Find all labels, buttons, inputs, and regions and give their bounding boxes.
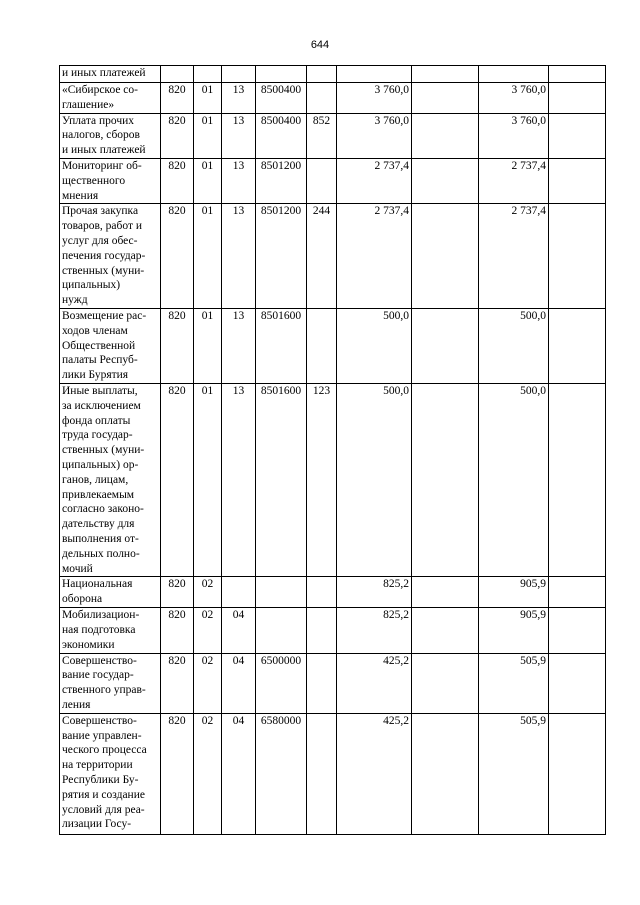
cell-target: 8501600 xyxy=(256,308,307,383)
cell-ministry: 820 xyxy=(161,653,194,713)
cell-section: 01 xyxy=(194,308,222,383)
table-row xyxy=(60,713,606,834)
cell-expense-type xyxy=(307,713,337,834)
cell-amount-4 xyxy=(549,158,606,203)
cell-amount-1: 2 737,4 xyxy=(337,158,412,203)
cell-section: 02 xyxy=(194,653,222,713)
cell-target: 8501200 xyxy=(256,158,307,203)
cell-subsection xyxy=(222,577,256,608)
table-row xyxy=(60,66,606,83)
cell-amount-2 xyxy=(412,308,479,383)
cell-section xyxy=(194,66,222,83)
cell-amount-3: 2 737,4 xyxy=(479,204,549,309)
cell-ministry xyxy=(161,66,194,83)
cell-section: 01 xyxy=(194,204,222,309)
cell-expense-type: 123 xyxy=(307,383,337,576)
cell-amount-3 xyxy=(479,66,549,83)
cell-subsection: 04 xyxy=(222,713,256,834)
cell-subsection: 13 xyxy=(222,204,256,309)
cell-amount-3: 905,9 xyxy=(479,577,549,608)
cell-expense-type xyxy=(307,608,337,653)
table-row xyxy=(60,204,606,309)
cell-name: Иные выплаты, за исключением фонда оплаты труда государ- ственных (муни- ципальных) ор- ганов, лицам, привлекаемым согласно законо- дательству для выполнения от- дельных полно- мочий xyxy=(60,383,161,576)
cell-section: 02 xyxy=(194,608,222,653)
cell-amount-4 xyxy=(549,608,606,653)
cell-amount-2 xyxy=(412,383,479,576)
cell-target: 6500000 xyxy=(256,653,307,713)
budget-table xyxy=(59,65,606,835)
cell-ministry: 820 xyxy=(161,83,194,114)
table-row xyxy=(60,83,606,114)
table-row xyxy=(60,653,606,713)
cell-amount-3: 3 760,0 xyxy=(479,83,549,114)
cell-name: Мобилизацион- ная подготовка экономики xyxy=(60,608,161,653)
cell-ministry: 820 xyxy=(161,308,194,383)
cell-ministry: 820 xyxy=(161,713,194,834)
cell-amount-3: 500,0 xyxy=(479,308,549,383)
cell-amount-3: 2 737,4 xyxy=(479,158,549,203)
page-number: 644 xyxy=(310,39,330,51)
cell-amount-4 xyxy=(549,653,606,713)
cell-amount-1: 3 760,0 xyxy=(337,83,412,114)
cell-ministry: 820 xyxy=(161,383,194,576)
cell-amount-4 xyxy=(549,713,606,834)
cell-amount-2 xyxy=(412,66,479,83)
cell-expense-type xyxy=(307,577,337,608)
cell-amount-1: 3 760,0 xyxy=(337,113,412,158)
cell-amount-4 xyxy=(549,308,606,383)
cell-section: 01 xyxy=(194,113,222,158)
cell-section: 01 xyxy=(194,83,222,114)
cell-expense-type xyxy=(307,66,337,83)
cell-name: Совершенство- вание государ- ственного управ- ления xyxy=(60,653,161,713)
cell-target: 6580000 xyxy=(256,713,307,834)
cell-target: 8501200 xyxy=(256,204,307,309)
cell-amount-2 xyxy=(412,713,479,834)
cell-expense-type xyxy=(307,158,337,203)
cell-subsection: 13 xyxy=(222,83,256,114)
cell-amount-2 xyxy=(412,608,479,653)
cell-amount-4 xyxy=(549,204,606,309)
cell-ministry: 820 xyxy=(161,113,194,158)
cell-amount-4 xyxy=(549,66,606,83)
cell-amount-4 xyxy=(549,383,606,576)
cell-expense-type: 244 xyxy=(307,204,337,309)
cell-subsection: 13 xyxy=(222,383,256,576)
cell-amount-1: 500,0 xyxy=(337,383,412,576)
cell-ministry: 820 xyxy=(161,608,194,653)
cell-section: 01 xyxy=(194,383,222,576)
cell-subsection xyxy=(222,66,256,83)
cell-target: 8500400 xyxy=(256,113,307,158)
cell-expense-type xyxy=(307,308,337,383)
cell-section: 02 xyxy=(194,713,222,834)
cell-expense-type xyxy=(307,83,337,114)
cell-amount-3: 905,9 xyxy=(479,608,549,653)
budget-table-body xyxy=(60,66,606,835)
table-row xyxy=(60,113,606,158)
cell-amount-1: 2 737,4 xyxy=(337,204,412,309)
cell-amount-2 xyxy=(412,83,479,114)
table-row xyxy=(60,608,606,653)
cell-subsection: 04 xyxy=(222,653,256,713)
cell-amount-1 xyxy=(337,66,412,83)
cell-amount-3: 505,9 xyxy=(479,713,549,834)
cell-amount-2 xyxy=(412,577,479,608)
cell-target: 8501600 xyxy=(256,383,307,576)
cell-amount-1: 500,0 xyxy=(337,308,412,383)
cell-name: Национальная оборона xyxy=(60,577,161,608)
cell-target: 8500400 xyxy=(256,83,307,114)
cell-name: Совершенство- вание управлен- ческого процесса на территории Республики Бу- рятия и создание условий для реа- лизации Госу- xyxy=(60,713,161,834)
cell-subsection: 13 xyxy=(222,113,256,158)
cell-amount-2 xyxy=(412,158,479,203)
cell-target xyxy=(256,66,307,83)
table-row xyxy=(60,158,606,203)
cell-amount-1: 825,2 xyxy=(337,608,412,653)
cell-subsection: 13 xyxy=(222,308,256,383)
cell-target xyxy=(256,577,307,608)
cell-expense-type xyxy=(307,653,337,713)
cell-ministry: 820 xyxy=(161,204,194,309)
cell-amount-2 xyxy=(412,204,479,309)
cell-amount-3: 500,0 xyxy=(479,383,549,576)
cell-amount-3: 505,9 xyxy=(479,653,549,713)
cell-name: Уплата прочих налогов, сборов и иных платежей xyxy=(60,113,161,158)
cell-amount-1: 425,2 xyxy=(337,653,412,713)
table-row xyxy=(60,577,606,608)
cell-amount-4 xyxy=(549,113,606,158)
cell-name: «Сибирское со- глашение» xyxy=(60,83,161,114)
table-row xyxy=(60,308,606,383)
table-row xyxy=(60,383,606,576)
cell-amount-2 xyxy=(412,653,479,713)
cell-name: Мониторинг об- щественного мнения xyxy=(60,158,161,203)
cell-name: Прочая закупка товаров, работ и услуг для обес- печения государ- ственных (муни- ципальных) нужд xyxy=(60,204,161,309)
cell-section: 01 xyxy=(194,158,222,203)
cell-expense-type: 852 xyxy=(307,113,337,158)
cell-ministry: 820 xyxy=(161,577,194,608)
cell-amount-1: 425,2 xyxy=(337,713,412,834)
cell-amount-4 xyxy=(549,577,606,608)
cell-subsection: 04 xyxy=(222,608,256,653)
cell-name: Возмещение рас- ходов членам Общественной палаты Респуб- лики Бурятия xyxy=(60,308,161,383)
cell-amount-2 xyxy=(412,113,479,158)
cell-target xyxy=(256,608,307,653)
cell-ministry: 820 xyxy=(161,158,194,203)
cell-amount-4 xyxy=(549,83,606,114)
cell-name: и иных платежей xyxy=(60,66,161,83)
cell-section: 02 xyxy=(194,577,222,608)
cell-amount-1: 825,2 xyxy=(337,577,412,608)
cell-amount-3: 3 760,0 xyxy=(479,113,549,158)
cell-subsection: 13 xyxy=(222,158,256,203)
